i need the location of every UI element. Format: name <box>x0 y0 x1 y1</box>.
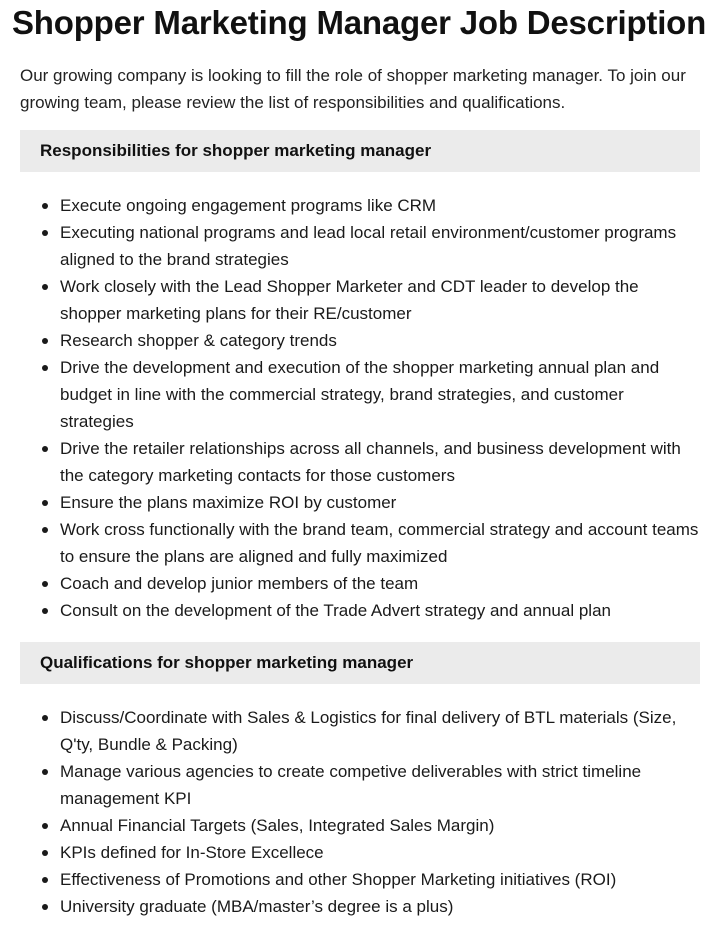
responsibility-item: Ensure the plans maximize ROI by customer <box>20 489 700 516</box>
qualifications-heading: Qualifications for shopper marketing manager <box>20 642 700 684</box>
responsibility-item: Execute ongoing engagement programs like CRM <box>20 192 700 219</box>
qualification-item: Effectiveness of Promotions and other Shopper Marketing initiatives (ROI) <box>20 866 700 893</box>
responsibility-item: Consult on the development of the Trade Advert strategy and annual plan <box>20 597 700 624</box>
page-title: Shopper Marketing Manager Job Description <box>12 4 707 41</box>
intro-paragraph: Our growing company is looking to fill the role of shopper marketing manager. To join our growing team, please review the list of responsibilities and qualifications. <box>20 66 686 112</box>
responsibilities-list <box>20 192 700 624</box>
responsibility-item: Coach and develop junior members of the team <box>20 570 700 597</box>
qualification-item: Discuss/Coordinate with Sales & Logistics for final delivery of BTL materials (Size, Q'ty, Bundle & Packing) <box>20 704 700 758</box>
responsibility-item: Work closely with the Lead Shopper Marketer and CDT leader to develop the shopper marketing plans for their RE/customer <box>20 273 700 327</box>
responsibility-item: Research shopper & category trends <box>20 327 700 354</box>
qualification-item: Manage various agencies to create competive deliverables with strict timeline management KPI <box>20 758 700 812</box>
responsibility-item: Drive the development and execution of the shopper marketing annual plan and budget in line with the commercial strategy, brand strategies, and customer strategies <box>20 354 700 435</box>
qualification-item: KPIs defined for In-Store Excellece <box>20 839 700 866</box>
qualifications-list <box>20 704 700 920</box>
responsibility-item: Executing national programs and lead local retail environment/customer programs aligned to the brand strategies <box>20 219 700 273</box>
qualification-item: Annual Financial Targets (Sales, Integrated Sales Margin) <box>20 812 700 839</box>
qualification-item: University graduate (MBA/master’s degree is a plus) <box>20 893 700 920</box>
responsibility-item: Work cross functionally with the brand team, commercial strategy and account teams to ensure the plans are aligned and fully maximized <box>20 516 700 570</box>
responsibilities-heading: Responsibilities for shopper marketing manager <box>20 130 700 172</box>
responsibility-item: Drive the retailer relationships across all channels, and business development with the category marketing contacts for those customers <box>20 435 700 489</box>
